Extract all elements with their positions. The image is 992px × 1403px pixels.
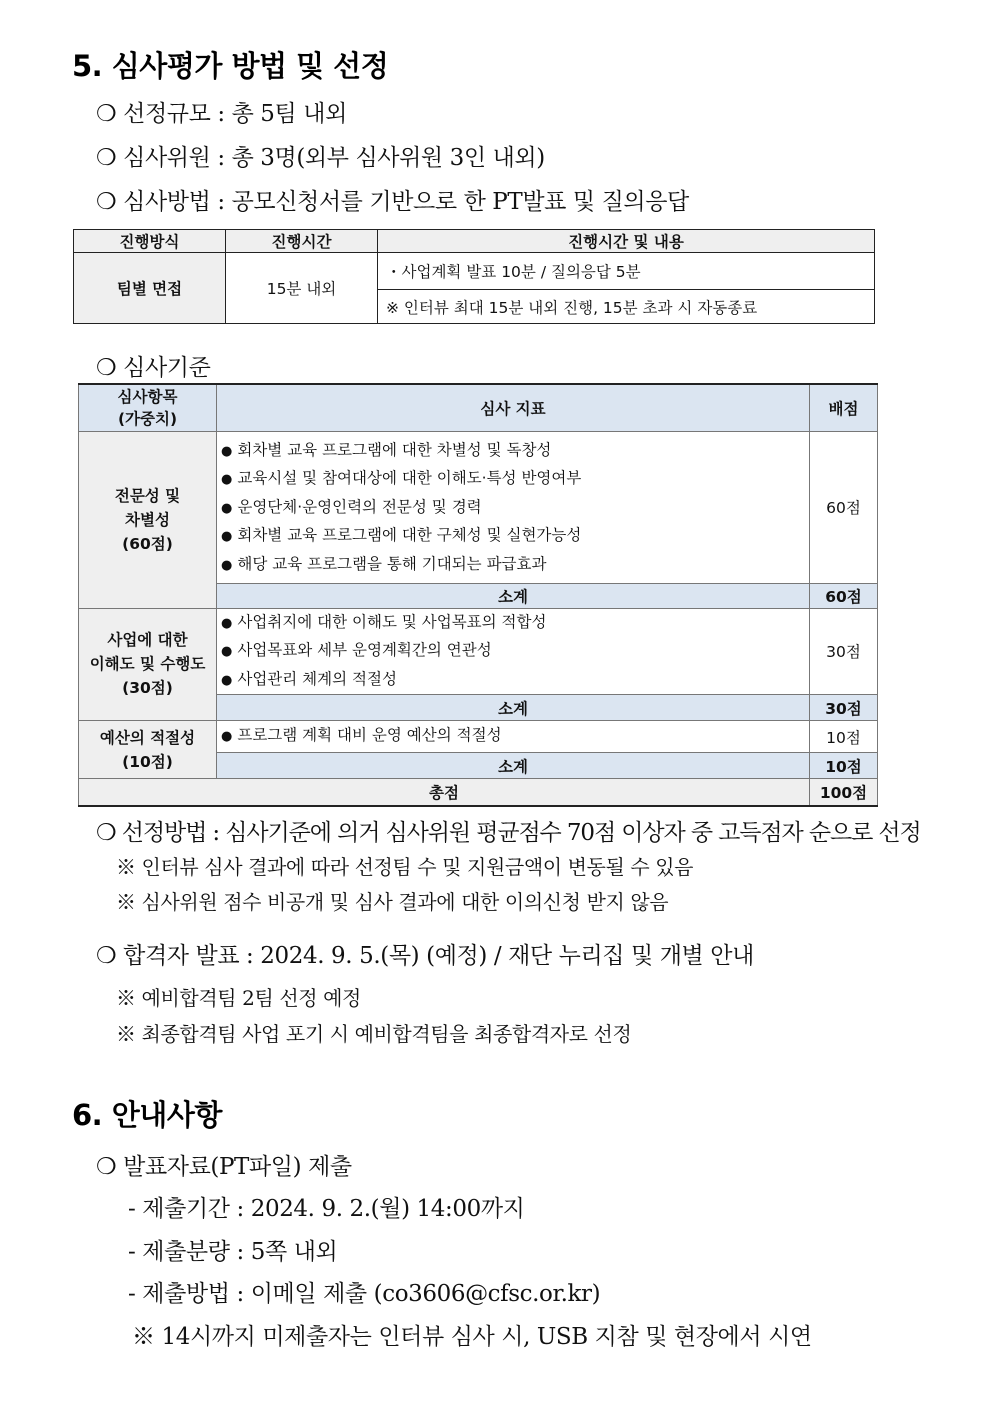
score-budget: 10점 (810, 721, 878, 753)
announcement-note-1: ※ 예비합격팀 2팀 선정 예정 (116, 986, 361, 1010)
score-expertise: 60점 (810, 431, 878, 583)
selection-scale: ❍ 선정규모 : 총 5팀 내외 (96, 101, 347, 127)
indicator-item: ● 사업목표와 세부 운영계획간의 연관성 (221, 641, 492, 659)
announcement-main: ❍ 합격자 발표 : 2024. 9. 5.(목) (예정) / 재단 누리집 및 개별 안내 (96, 943, 754, 969)
interview-table (73, 229, 875, 324)
subtotal-label: 소계 (217, 695, 810, 721)
indicator-item: ● 해당 교육 프로그램을 통해 기대되는 파급효과 (221, 554, 547, 573)
category-budget: 예산의 적절성 (10점) (79, 721, 217, 779)
th-method: 진행방식 (74, 230, 226, 253)
indicator-item: ● 회차별 교육 프로그램에 대한 차별성 및 독창성 (221, 440, 552, 459)
announcement-note-2: ※ 최종합격팀 사업 포기 시 예비합격팀을 최종합격자로 선정 (116, 1022, 632, 1046)
method-cell: 팀별 면접 (74, 253, 226, 324)
indicators-budget (217, 721, 810, 753)
category-expertise: 전문성 및 차별성 (60점) (79, 431, 217, 608)
selection-note-1: ※ 인터뷰 심사 결과에 따라 선정팀 수 및 지원금액이 변동될 수 있음 (116, 855, 694, 879)
subtotal-label: 소계 (217, 753, 810, 779)
subtotal-expertise: 60점 (810, 583, 878, 608)
submission-period: - 제출기간 : 2024. 9. 2.(월) 14:00까지 (128, 1196, 525, 1222)
indicator-item: ● 교육시설 및 참여대상에 대한 이해도·특성 반영여부 (221, 469, 582, 487)
indicator-item: ● 프로그램 계획 대비 운영 예산의 적절성 (221, 726, 502, 745)
th-score: 배점 (810, 384, 878, 431)
criteria-title: ❍ 심사기준 (96, 355, 211, 381)
th-time: 진행시간 (226, 230, 378, 253)
indicator-item: ● 회차별 교육 프로그램에 대한 구체성 및 실현가능성 (221, 526, 582, 544)
submission-note: ※ 14시까지 미제출자는 인터뷰 심사 시, USB 지참 및 현장에서 시연 (132, 1324, 812, 1350)
detail-presentation: ・사업계획 발표 10분 / 질의응답 5분 (378, 253, 875, 290)
selection-method: ❍ 선정방법 : 심사기준에 의거 심사위원 평균점수 70점 이상자 중 고득점자 순으로 선정 (96, 820, 921, 846)
th-indicator: 심사 지표 (217, 384, 810, 431)
indicator-item: ● 운영단체·운영인력의 전문성 및 경력 (221, 497, 482, 516)
criteria-table (78, 383, 878, 807)
submission-method: - 제출방법 : 이메일 제출 (co3606@cfsc.or.kr) (128, 1281, 601, 1307)
subtotal-budget: 10점 (810, 753, 878, 779)
section-5-title: 5. 심사평가 방법 및 선정 (72, 49, 389, 83)
review-method: ❍ 심사방법 : 공모신청서를 기반으로 한 PT발표 및 질의응답 (96, 189, 689, 215)
indicators-expertise (217, 431, 810, 583)
category-understanding: 사업에 대한 이해도 및 수행도 (30점) (79, 608, 217, 721)
subtotal-label: 소계 (217, 583, 810, 608)
section-6-title: 6. 안내사항 (72, 1098, 222, 1132)
submission-length: - 제출분량 : 5쪽 내외 (128, 1239, 338, 1265)
review-committee: ❍ 심사위원 : 총 3명(외부 심사위원 3인 내외) (96, 145, 545, 171)
selection-note-2: ※ 심사위원 점수 비공개 및 심사 결과에 대한 이의신청 받지 않음 (116, 890, 669, 914)
indicator-item: ● 사업취지에 대한 이해도 및 사업목표의 적합성 (221, 612, 547, 631)
score-understanding: 30점 (810, 608, 878, 695)
detail-note: ※ 인터뷰 최대 15분 내외 진행, 15분 초과 시 자동종료 (378, 290, 875, 324)
time-cell: 15분 내외 (226, 253, 378, 324)
th-category: 심사항목 (가중치) (79, 384, 217, 431)
total-score: 100점 (810, 779, 878, 806)
indicators-understanding (217, 608, 810, 695)
submission-main: ❍ 발표자료(PT파일) 제출 (96, 1154, 352, 1180)
subtotal-understanding: 30점 (810, 695, 878, 721)
total-label: 총점 (79, 779, 810, 806)
th-details: 진행시간 및 내용 (378, 230, 875, 253)
indicator-item: ● 사업관리 체계의 적절성 (221, 669, 397, 688)
